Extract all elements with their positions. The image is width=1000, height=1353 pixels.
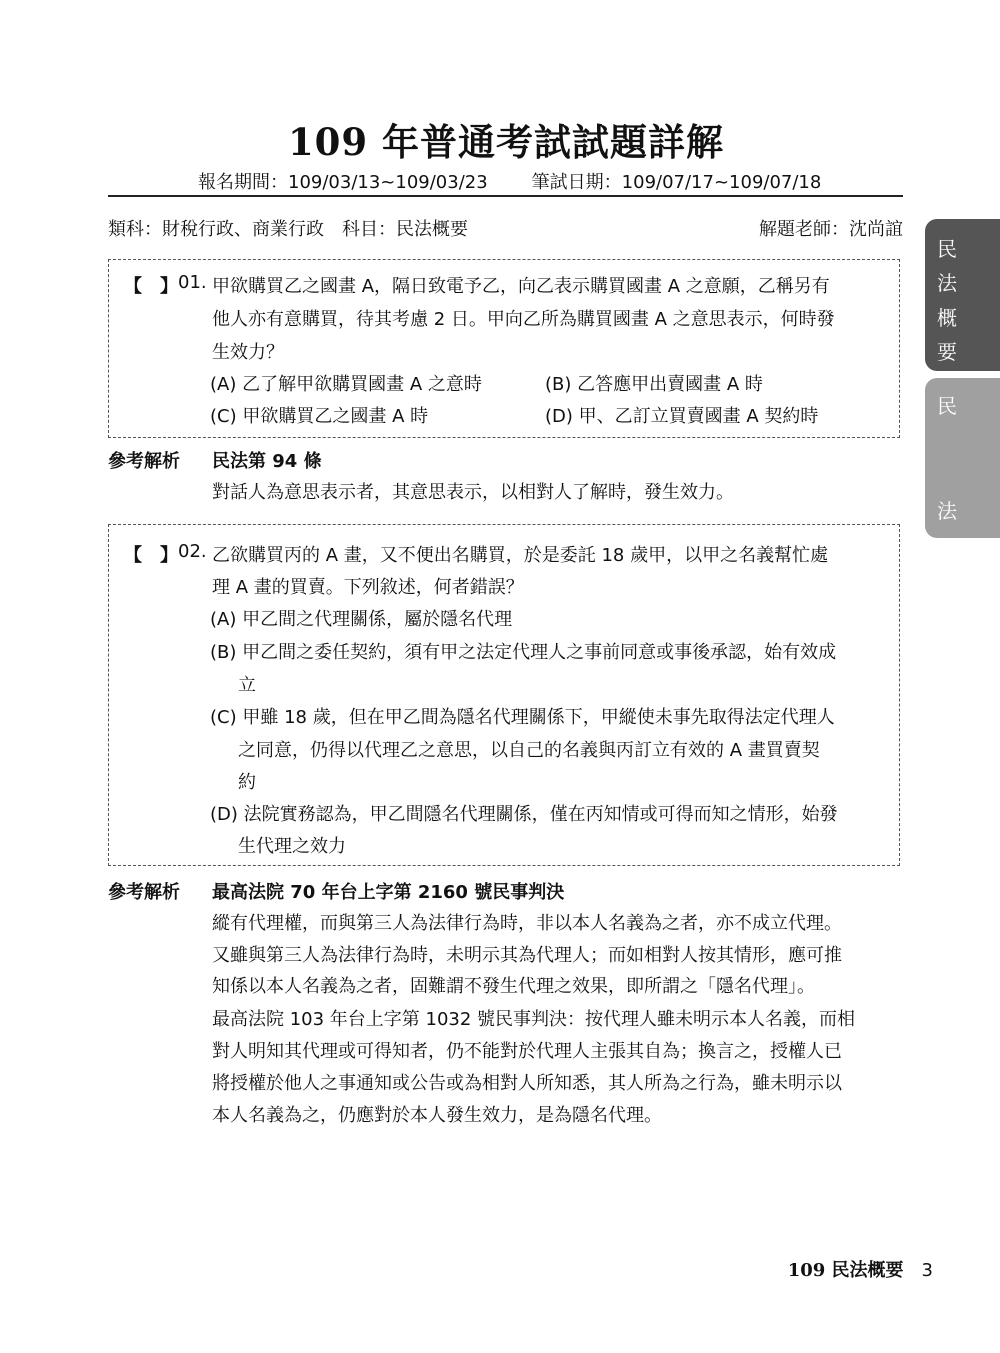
option-text: 乙答應甲出賣國畫 A 時: [577, 374, 763, 395]
page-footer: [788, 1256, 933, 1282]
side-tab-char: 概: [937, 306, 957, 330]
reference-text-line: 對人明知其代理或可得知者，仍不能對於代理人主張其自為；換言之，授權人已: [212, 1041, 842, 1062]
subject: 科目：民法概要: [342, 219, 468, 240]
reference-label: 參考解析: [108, 451, 180, 472]
teacher: 解題老師：沈尚誼: [759, 219, 903, 240]
question-text-line: 生效力？: [212, 342, 284, 363]
option-text: 法院實務認為，甲乙間隱名代理關係，僅在丙知情或可得而知之情形，始發: [243, 804, 838, 825]
option-c: [210, 402, 428, 428]
side-tab-char: 法: [937, 271, 957, 295]
option-label: (A): [210, 374, 237, 395]
reference-text-line: 知係以本人名義為之者，固難謂不發生代理之效果，即所謂之「隱名代理」。: [212, 976, 815, 997]
side-tab-civil-law: [925, 378, 1000, 538]
side-tab-char: 法: [937, 499, 957, 523]
question-number: 01.: [178, 272, 207, 293]
option-text: 甲欲購買乙之國畫 A 時: [242, 406, 429, 427]
option-text: 甲乙間之委任契約，須有甲之法定代理人之事前同意或事後承認，始有效成: [242, 642, 837, 663]
question-number: 02.: [178, 541, 207, 562]
reference-text-line: 又雖與第三人為法律行為時，未明示其為代理人；而如相對人按其情形，應可推: [212, 945, 842, 966]
answer-bracket: 【 】: [124, 276, 178, 297]
reference-text-line: 對話人為意思表示者，其意思表示，以相對人了解時，發生效力。: [212, 482, 734, 503]
question-text-line: 甲欲購買乙之國畫 A，隔日致電予乙，向乙表示購買國畫 A 之意願，乙稱另有: [212, 276, 830, 297]
side-tab-char: 民: [937, 394, 957, 418]
option-a: [210, 370, 482, 396]
reference-text-line: 縱有代理權，而與第三人為法律行為時，非以本人名義為之者，亦不成立代理。: [212, 913, 842, 934]
option-label: (D): [210, 804, 238, 825]
page-number: 3: [921, 1260, 933, 1281]
side-tab-civil-law-overview: [925, 219, 1000, 371]
side-tab-char: 民: [937, 237, 957, 261]
side-tab-char: 要: [937, 340, 957, 364]
footer-book-title: 109 民法概要: [787, 1260, 904, 1281]
option-a: [210, 605, 512, 631]
reference-text-line: 將授權於他人之事通知或公告或為相對人所知悉，其人所為之行為，雖未明示以: [212, 1073, 842, 1094]
written-exam-date: 筆試日期：109/07/17~109/07/18: [531, 172, 822, 193]
exam-meta: [108, 215, 468, 241]
option-label: (A): [210, 609, 237, 630]
option-c-continued: 約: [238, 772, 256, 793]
option-text: 乙了解甲欲購買國畫 A 之意時: [242, 374, 482, 395]
reference-title: 民法第 94 條: [212, 451, 322, 472]
reference-text-line: 最高法院 103 年台上字第 1032 號民事判決：按代理人雖未明示本人名義，而相: [212, 1009, 856, 1030]
option-c-continued: 之同意，仍得以代理乙之意思，以自己的名義與丙訂立有效的 A 畫買賣契: [238, 740, 820, 761]
question-text-line: 理 A 畫的買賣。下列敘述，何者錯誤？: [212, 577, 524, 598]
question-text-line: 乙欲購買丙的 A 畫，又不便出名購買，於是委託 18 歲甲，以甲之名義幫忙處: [212, 545, 829, 566]
option-d: [210, 800, 838, 826]
option-text: 甲雖 18 歲，但在甲乙間為隱名代理關係下，甲縱使未事先取得法定代理人: [242, 707, 835, 728]
option-d-continued: 生代理之效力: [238, 836, 346, 857]
option-label: (C): [210, 707, 237, 728]
header-divider: [108, 195, 903, 197]
option-c: [210, 703, 835, 729]
registration-period: 報名期間：109/03/13~109/03/23: [198, 172, 488, 193]
reference-label: 參考解析: [108, 882, 180, 903]
answer-bracket: 【 】: [124, 545, 178, 566]
reference-title: 最高法院 70 年台上字第 2160 號民事判決: [212, 882, 565, 903]
option-label: (C): [210, 406, 237, 427]
option-text: 甲、乙訂立買賣國畫 A 契約時: [578, 406, 819, 427]
option-b: [545, 370, 763, 396]
option-label: (B): [210, 642, 237, 663]
reference-text-line: 本人名義為之，仍應對於本人發生效力，是為隱名代理。: [212, 1105, 662, 1126]
option-b-continued: 立: [238, 675, 256, 696]
option-d: [545, 402, 818, 428]
option-label: (B): [545, 374, 572, 395]
category: 類科：財稅行政、商業行政: [108, 219, 324, 240]
option-text: 甲乙間之代理關係，屬於隱名代理: [242, 609, 513, 630]
exam-dates: [198, 168, 821, 194]
question-text-line: 他人亦有意購買，待其考慮 2 日。甲向乙所為購買國畫 A 之意思表示，何時發: [212, 309, 835, 330]
option-b: [210, 638, 836, 664]
page-title: 109 年普通考試試題詳解: [287, 120, 725, 164]
option-label: (D): [545, 406, 573, 427]
